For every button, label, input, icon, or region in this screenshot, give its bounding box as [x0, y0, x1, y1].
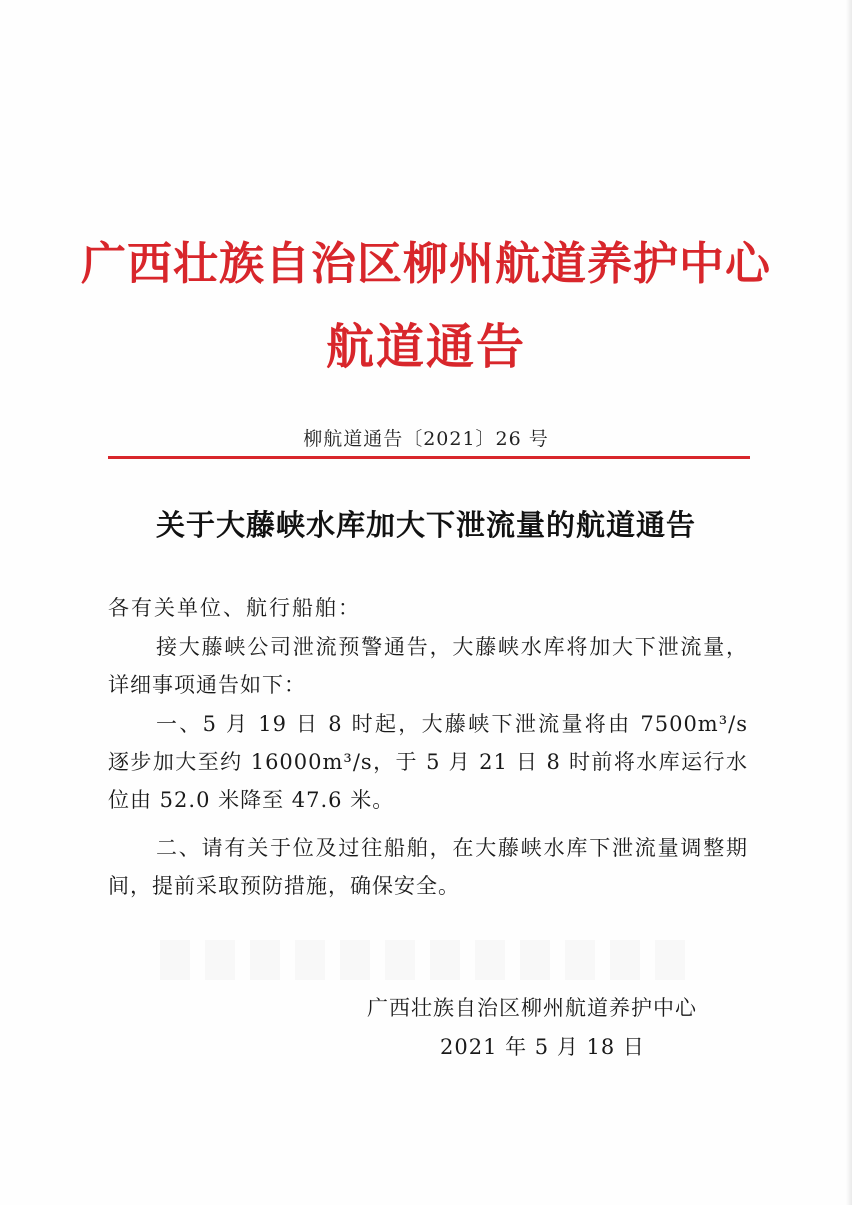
scan-bleed-through: [160, 940, 700, 980]
scan-edge-shadow: [846, 0, 852, 1205]
notice-title: 关于大藤峡水库加大下泄流量的航道通告: [155, 508, 696, 542]
red-divider-line: [108, 456, 750, 459]
document-number: 柳航道通告〔2021〕26 号: [303, 428, 549, 450]
document-type-header: 航道通告: [325, 319, 526, 375]
issuing-organization-header: 广西壮族自治区柳州航道养护中心: [80, 237, 771, 290]
paragraph-intro: 接大藤峡公司泄流预警通告，大藤峡水库将加大下泄流量，详细事项通告如下：: [108, 635, 748, 697]
paragraph-item-2: 二、请有关于位及过往船舶，在大藤峡水库下泄流量调整期间，提前采取预防措施，确保安全。: [108, 836, 748, 898]
salutation: 各有关单位、航行船舶：: [108, 596, 361, 620]
signature-organization: 广西壮族自治区柳州航道养护中心: [367, 996, 697, 1020]
signature-date: 2021 年 5 月 18 日: [440, 1035, 645, 1059]
paragraph-item-1: 一、5 月 19 日 8 时起，大藤峡下泄流量将由 7500m³/s 逐步加大至约 16000m³/s，于 5 月 21 日 8 时前将水库运行水位由 52.0 米降至 47.6 米。: [108, 712, 748, 812]
